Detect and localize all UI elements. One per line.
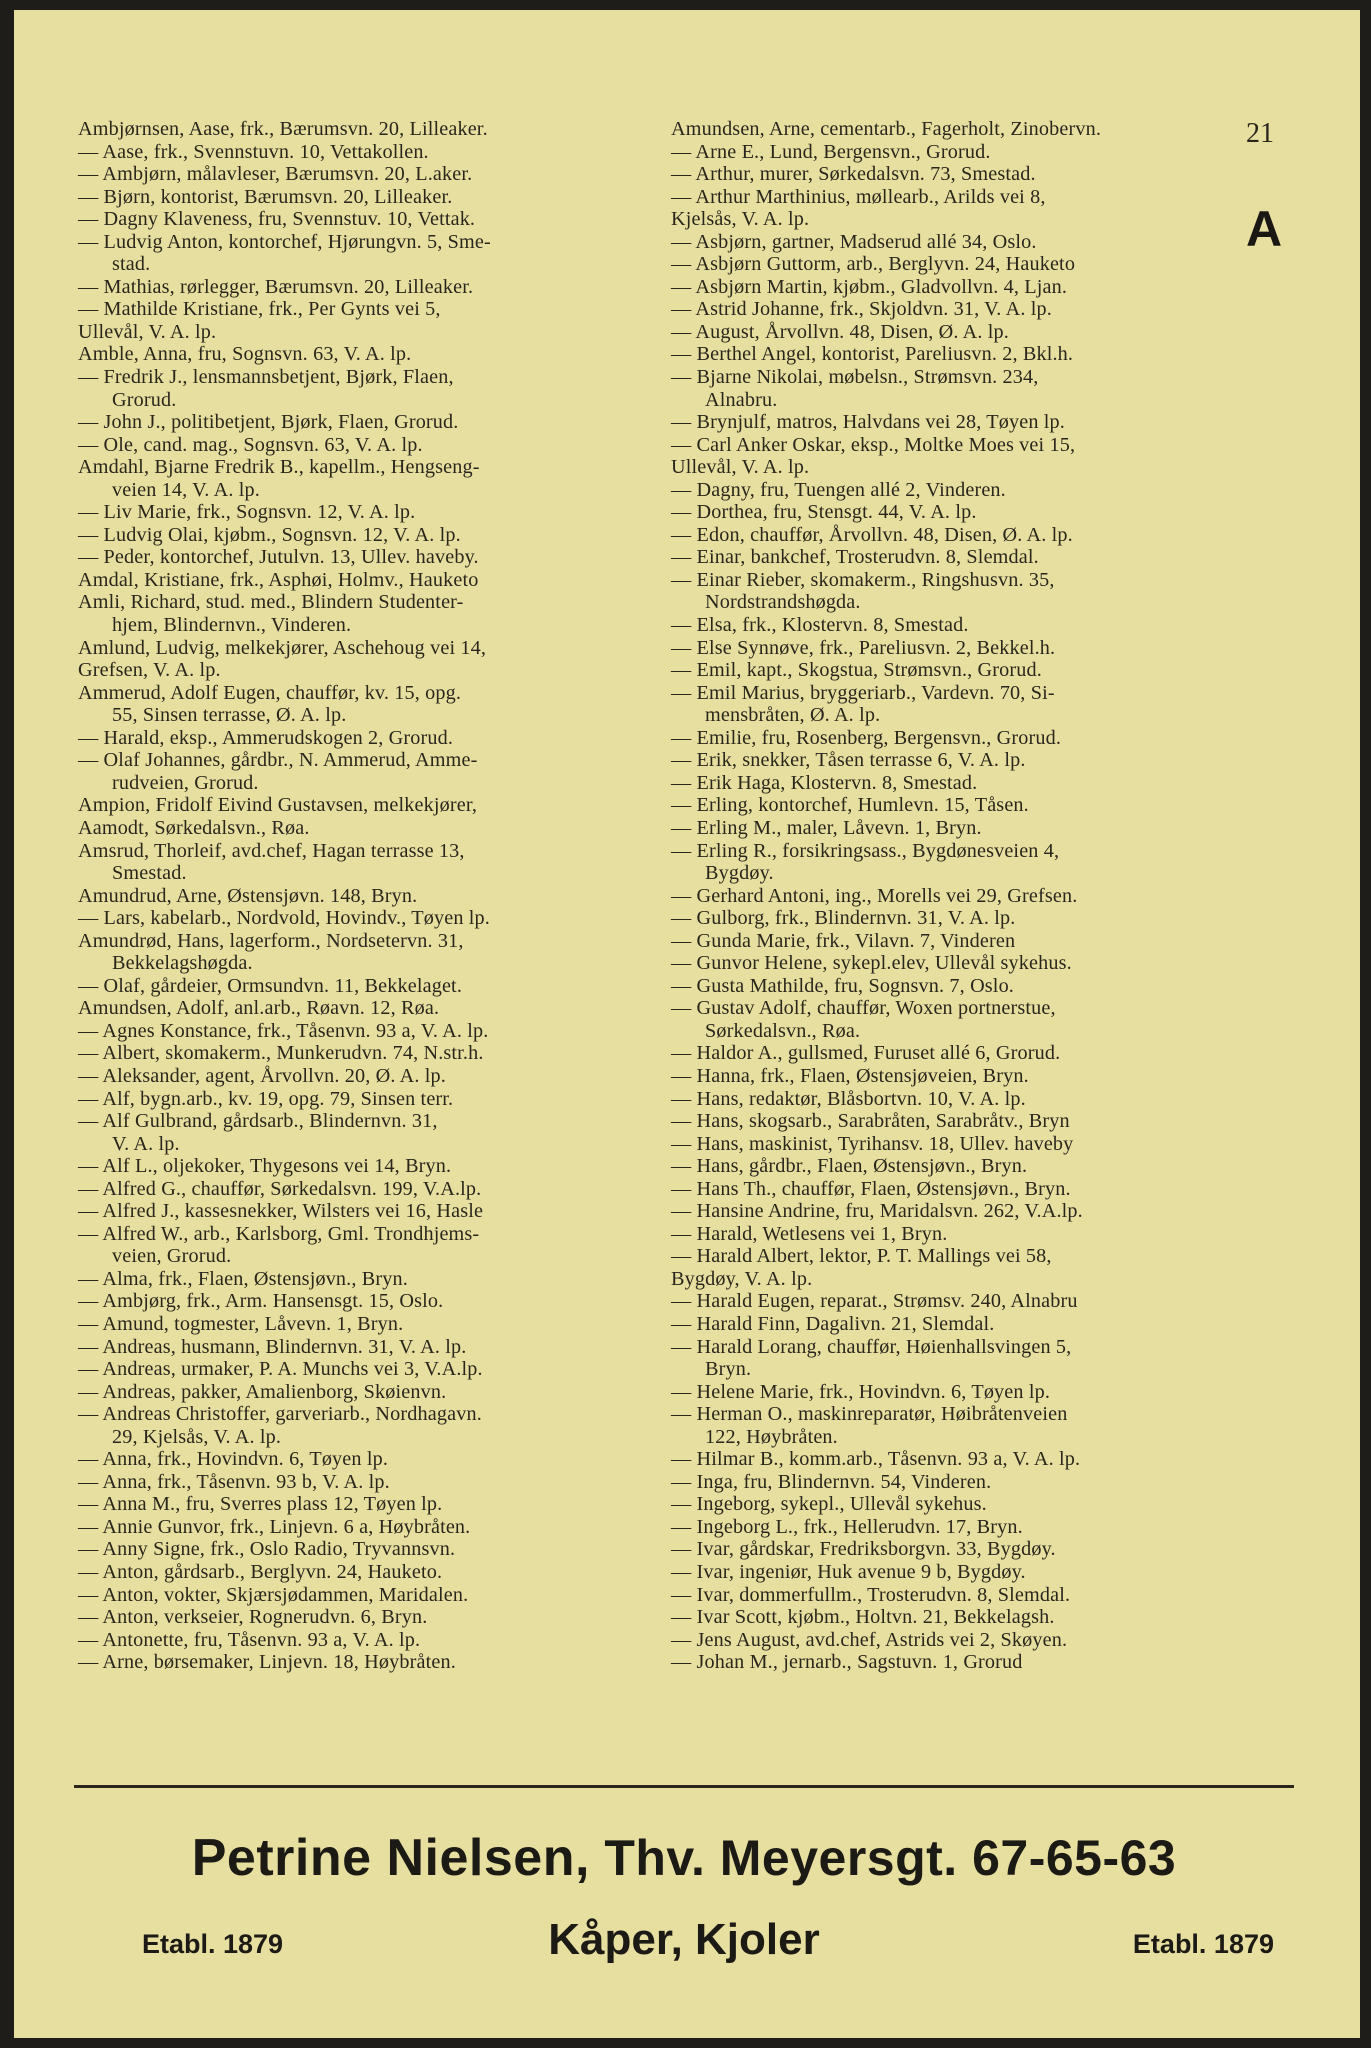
directory-line: Ammerud, Adolf Eugen, chauffør, kv. 15, opg. [78,681,462,704]
directory-line: — John J., politibetjent, Bjørk, Flaen, Grorud. [78,411,459,434]
directory-line: — Andreas Christoffer, garveriarb., Nordhagavn. [78,1403,482,1426]
directory-line: — Dagny, fru, Tuengen allé 2, Vinderen. [671,478,1006,501]
directory-line: stad. [112,253,151,276]
directory-line: — Alfred J., kassesnekker, Wilsters vei 16, Hasle [78,1200,484,1223]
directory-line: — Bjørn, kontorist, Bærumsvn. 20, Lilleaker. [78,185,453,208]
directory-line: — Alfred G., chauffør, Sørkedalsvn. 199, V.A.lp. [78,1177,482,1200]
directory-line: Grorud. [112,388,177,411]
directory-line: Amdahl, Bjarne Fredrik B., kapellm., Hengseng- [78,456,480,479]
directory-line: — Alf, bygn.arb., kv. 19, opg. 79, Sinsen terr. [78,1087,454,1110]
directory-line: Amundsen, Adolf, anl.arb., Røavn. 12, Røa. [78,997,440,1020]
directory-line: — Astrid Johanne, frk., Skjoldvn. 31, V. A. lp. [671,298,1052,321]
directory-line: — Aase, frk., Svennstuvn. 10, Vettakollen. [78,140,429,163]
directory-line: — Hans, skogsarb., Sarabråten, Sarabråtv., Bryn [671,1110,1070,1133]
directory-line: Nordstrandshøgda. [705,591,861,614]
directory-line: — Ivar, gårdskar, Fredriksborgvn. 33, Bygdøy. [671,1538,1056,1561]
directory-line: — Gunda Marie, frk., Vilavn. 7, Vinderen [671,929,1016,952]
directory-line: — Helene Marie, frk., Hovindvn. 6, Tøyen lp. [671,1380,1051,1403]
directory-line: — Einar Rieber, skomakerm., Ringshusvn. 35, [671,568,1055,591]
directory-line: Amundrød, Hans, lagerform., Nordsetervn. 31, [78,929,464,952]
directory-line: V. A. lp. [112,1132,180,1155]
directory-line: — Hans, maskinist, Tyrihansv. 18, Ullev. haveby [671,1132,1074,1155]
directory-line: — Liv Marie, frk., Sognsvn. 12, V. A. lp. [78,501,416,524]
directory-line: — Edon, chauffør, Årvollvn. 48, Disen, Ø. A. lp. [671,523,1073,546]
directory-line: — Mathilde Kristiane, frk., Per Gynts vei 5, [78,298,441,321]
directory-line: — Albert, skomakerm., Munkerudvn. 74, N.str.h. [78,1042,484,1065]
directory-line: veien 14, V. A. lp. [112,478,260,501]
directory-line: — Harald Eugen, reparat., Strømsv. 240, Alnabru [671,1290,1078,1313]
advertisement-headline [74,1828,1294,1888]
directory-line: — Herman O., maskinreparatør, Høibråtenveien [671,1403,1068,1426]
directory-line: — Jens August, avd.chef, Astrids vei 2, Skøyen. [671,1628,1068,1651]
directory-line: — Alfred W., arb., Karlsborg, Gml. Trondhjems- [78,1222,480,1245]
directory-line: — Antonette, fru, Tåsenvn. 93 a, V. A. lp. [78,1628,421,1651]
directory-line: — Alf L., oljekoker, Thygesons vei 14, Bryn. [78,1155,452,1178]
directory-line: Ambjørnsen, Aase, frk., Bærumsvn. 20, Lilleaker. [78,118,488,140]
directory-line: — Arthur Marthinius, møllearb., Arilds vei 8, [671,185,1046,208]
directory-line: Amlund, Ludvig, melkekjører, Aschehoug vei 14, [78,636,487,659]
directory-line: — Gerhard Antoni, ing., Morells vei 29, Grefsen. [671,884,1078,907]
directory-line: — Agnes Konstance, frk., Tåsenvn. 93 a, V. A. lp. [78,1019,489,1042]
directory-line: — Erling, kontorchef, Humlevn. 15, Tåsen. [671,794,1029,817]
directory-line: — Berthel Angel, kontorist, Pareliusvn. 2, Bkl.h. [671,343,1074,366]
directory-line: Bekkelagshøgda. [112,952,253,975]
page-number: 21 [1246,118,1274,149]
directory-line: — Ingeborg L., frk., Hellerudvn. 17, Bryn. [671,1515,1023,1538]
directory-line: — Arne E., Lund, Bergensvn., Grorud. [671,140,991,163]
directory-line: — Elsa, frk., Klostervn. 8, Smestad. [671,614,969,637]
directory-line: — Johan M., jernarb., Sagstuvn. 1, Grorud [671,1651,1023,1674]
directory-line: Amdal, Kristiane, frk., Asphøi, Holmv., Hauketo [78,568,479,591]
directory-line: — Harald Albert, lektor, P. T. Mallings vei 58, [671,1245,1052,1268]
directory-line: Bygdøy, V. A. lp. [671,1267,813,1290]
directory-line: 122, Høybråten. [705,1425,838,1448]
directory-line: — Anna M., fru, Sverres plass 12, Tøyen lp. [78,1493,443,1516]
directory-line: Ullevål, V. A. lp. [78,320,217,343]
directory-line: — Hans Th., chauffør, Flaen, Østensjøvn., Bryn. [671,1177,1071,1200]
directory-line: — Gustav Adolf, chauffør, Woxen portnerstue, [671,997,1056,1020]
directory-line: — Hans, redaktør, Blåsbortvn. 10, V. A. lp. [671,1087,1026,1110]
directory-line: Bryn. [705,1358,752,1381]
directory-line: Amundsen, Arne, cementarb., Fagerholt, Zinobervn. [671,118,1102,140]
advertisement-address: Thv. Meyersgt. 67-65-63 [604,1830,1177,1886]
directory-line: — Harald Lorang, chauffør, Høienhallsvingen 5, [671,1335,1072,1358]
directory-line: veien, Grorud. [112,1245,232,1268]
directory-line: — Olaf, gårdeier, Ormsundvn. 11, Bekkelaget. [78,974,463,997]
directory-line: — Anton, vokter, Skjærsjødammen, Maridalen. [78,1583,469,1606]
directory-line: 29, Kjelsås, V. A. lp. [112,1425,282,1448]
directory-line: — Gulborg, frk., Blindernvn. 31, V. A. lp. [671,907,1016,930]
directory-line: — Ole, cand. mag., Sognsvn. 63, V. A. lp. [78,433,423,456]
directory-line: — Anton, gårdsarb., Berglyvn. 24, Hauketo. [78,1561,443,1583]
directory-line: — Alma, frk., Flaen, Østensjøvn., Bryn. [78,1267,408,1290]
directory-line: — Alf Gulbrand, gårdsarb., Blindernvn. 31, [78,1110,438,1133]
directory-line: — Andreas, husmann, Blindernvn. 31, V. A. lp. [78,1335,467,1358]
directory-line: — Annie Gunvor, frk., Linjevn. 6 a, Høybråten. [78,1515,471,1538]
directory-line: Sørkedalsvn., Røa. [705,1019,861,1042]
directory-line: — Erling M., maler, Låvevn. 1, Bryn. [671,816,982,839]
directory-line: — Brynjulf, matros, Halvdans vei 28, Tøyen lp. [671,411,1065,434]
directory-line: — Asbjørn Guttorm, arb., Berglyvn. 24, Hauketo [671,253,1076,276]
directory-line: — Dorthea, fru, Stensgt. 44, V. A. lp. [671,501,977,524]
directory-line: mensbråten, Ø. A. lp. [705,704,881,727]
directory-line: — Anna, frk., Tåsenvn. 93 b, V. A. lp. [78,1470,390,1493]
directory-line: — Ludvig Anton, kontorchef, Hjørungvn. 5, Sme- [78,230,491,253]
directory-line: — Andreas, pakker, Amalienborg, Skøienvn. [78,1380,447,1403]
directory-line: — Andreas, urmaker, P. A. Munchs vei 3, V.A.lp. [78,1358,483,1381]
section-letter: A [1246,201,1283,257]
directory-line: — Ivar, ingeniør, Huk avenue 9 b, Bygdøy. [671,1561,1026,1583]
directory-line: — Asbjørn Martin, kjøbm., Gladvollvn. 4, Ljan. [671,275,1068,298]
directory-line: — Lars, kabelarb., Nordvold, Hovindv., Tøyen lp. [78,907,490,930]
directory-line: Ampion, Fridolf Eivind Gustavsen, melkekjører, [78,794,478,817]
directory-line: Amble, Anna, fru, Sognsvn. 63, V. A. lp. [78,343,412,366]
directory-line: — Asbjørn, gartner, Madserud allé 34, Oslo. [671,230,1037,253]
directory-line: — Gunvor Helene, sykepl.elev, Ullevål sykehus. [671,952,1072,975]
directory-line: — Aleksander, agent, Årvollvn. 20, Ø. A. lp. [78,1064,446,1087]
directory-line: — Peder, kontorchef, Jutulvn. 13, Ullev. haveby. [78,546,479,569]
directory-line: — Erik, snekker, Tåsen terrasse 6, V. A. lp. [671,749,1026,772]
directory-line: Amsrud, Thorleif, avd.chef, Hagan terrasse 13, [78,839,465,862]
directory-line: Grefsen, V. A. lp. [78,659,221,682]
directory-line: — Emilie, fru, Rosenberg, Bergensvn., Grorud. [671,726,1062,749]
directory-line: 55, Sinsen terrasse, Ø. A. lp. [112,704,347,727]
directory-line: — Ingeborg, sykepl., Ullevål sykehus. [671,1493,987,1516]
directory-line: — Anny Signe, frk., Oslo Radio, Tryvannsvn. [78,1538,456,1561]
directory-line: — Harald, eksp., Ammerudskogen 2, Grorud. [78,726,454,749]
directory-line: hjem, Blindernvn., Vinderen. [112,614,352,637]
directory-line: — Dagny Klaveness, fru, Svennstuv. 10, Vettak. [78,208,476,231]
directory-line: — Ivar, dommerfullm., Trosterudvn. 8, Slemdal. [671,1583,1071,1606]
advertisement-firm: Petrine Nielsen, [191,1829,590,1887]
directory-line: — Hilmar B., komm.arb., Tåsenvn. 93 a, V. A. lp. [671,1448,1081,1471]
directory-line: — Emil Marius, bryggeriarb., Vardevn. 70, Si- [671,681,1055,704]
advertisement-subline [74,1915,1294,1975]
directory-line: — Haldor A., gullsmed, Furuset allé 6, Grorud. [671,1042,1061,1065]
advertisement-goods: Kåper, Kjoler [548,1915,820,1964]
directory-line: — Carl Anker Oskar, eksp., Moltke Moes vei 15, [671,433,1076,456]
directory-line: — Harald, Wetlesens vei 1, Bryn. [671,1222,948,1245]
directory-line: — Emil, kapt., Skogstua, Strømsvn., Grorud. [671,659,1042,682]
directory-line: — Erling R., forsikringsass., Bygdønesveien 4, [671,839,1060,862]
left-column [78,118,650,1674]
directory-line: — Arne, børsemaker, Linjevn. 18, Høybråten. [78,1651,456,1674]
directory-line: — Ludvig Olai, kjøbm., Sognsvn. 12, V. A. lp. [78,523,461,546]
directory-line: — Einar, bankchef, Trosterudvn. 8, Slemdal. [671,546,1039,569]
directory-line: Alnabru. [705,388,778,411]
directory-line: — Fredrik J., lensmannsbetjent, Bjørk, Flaen, [78,366,454,389]
directory-line: — Ambjørg, frk., Arm. Hansensgt. 15, Oslo. [78,1290,444,1313]
right-column [671,118,1246,1674]
directory-line: Aamodt, Sørkedalsvn., Røa. [78,816,310,839]
directory-line: — Mathias, rørlegger, Bærumsvn. 20, Lilleaker. [78,275,474,298]
directory-line: — Bjarne Nikolai, møbelsn., Strømsvn. 234, [671,366,1039,389]
directory-line: — Anna, frk., Hovindvn. 6, Tøyen lp. [78,1448,389,1471]
directory-line: — Inga, fru, Blindernvn. 54, Vinderen. [671,1470,992,1493]
directory-line: Amundrud, Arne, Østensjøvn. 148, Bryn. [78,884,418,907]
directory-line: Smestad. [112,862,187,885]
directory-line: — Gusta Mathilde, fru, Sognsvn. 7, Oslo. [671,974,1015,997]
directory-line: Amli, Richard, stud. med., Blindern Studenter- [78,591,464,614]
directory-page [14,10,1360,2038]
directory-line: — Ivar Scott, kjøbm., Holtvn. 21, Bekkelagsh. [671,1606,1055,1629]
directory-line: — Amund, togmester, Låvevn. 1, Bryn. [78,1312,404,1335]
directory-line: — Hansine Andrine, fru, Maridalsvn. 262, V.A.lp. [671,1200,1083,1223]
directory-line: — Harald Finn, Dagalivn. 21, Slemdal. [671,1312,995,1335]
directory-line: — Olaf Johannes, gårdbr., N. Ammerud, Amme- [78,749,478,772]
directory-line: — Hanna, frk., Flaen, Østensjøveien, Bryn. [671,1064,1029,1087]
directory-line: Kjelsås, V. A. lp. [671,208,810,231]
directory-line: — August, Årvollvn. 48, Disen, Ø. A. lp. [671,320,1009,343]
directory-line: — Arthur, murer, Sørkedalsvn. 73, Smestad. [671,163,1036,186]
directory-line: — Else Synnøve, frk., Pareliusvn. 2, Bekkel.h. [671,636,1056,659]
directory-line: — Erik Haga, Klostervn. 8, Smestad. [671,771,978,794]
directory-line: — Hans, gårdbr., Flaen, Østensjøvn., Bryn. [671,1155,1028,1178]
advertisement-established-left: Etabl. 1879 [142,1929,284,1959]
directory-line: rudveien, Grorud. [112,771,259,794]
directory-line: — Anton, verkseier, Rognerudvn. 6, Bryn. [78,1606,428,1629]
advertisement-established-right: Etabl. 1879 [1132,1929,1274,1959]
directory-line: — Ambjørn, målavleser, Bærumsvn. 20, L.aker. [78,163,473,186]
directory-line: Bygdøy. [705,862,774,885]
advertisement-divider [74,1785,1294,1788]
directory-line: Ullevål, V. A. lp. [671,456,810,479]
